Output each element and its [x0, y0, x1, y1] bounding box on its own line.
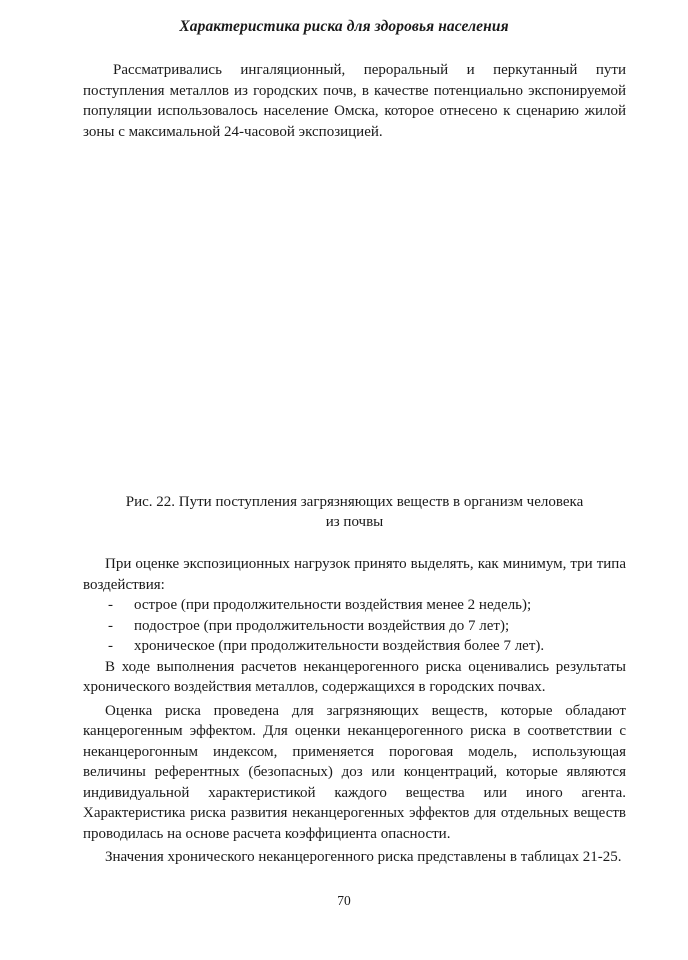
- list-marker: -: [108, 638, 113, 654]
- list-marker: -: [108, 617, 113, 634]
- figure-caption-line-1: Рис. 22. Пути поступления загрязняющих веществ в организм человека: [125, 494, 584, 510]
- paragraph-risk-assessment: Оценка риска проведена для загрязняющих веществ, которые обладают канцерогенным эффектом. Для оценки неканцерогенного риска в соответствии с неканцерогонным индексом, применяется пороговая модель, использующая величины референтных (безопасных) доз или концентраций, которые являются индивидуальной характеристикой каждого вещества или иного агента. Характеристика риска развития неканцерогенных эффектов для отдельных веществ проводилась на основе расчета коэффициента опасности.: [83, 702, 626, 842]
- list-item: [83, 595, 626, 616]
- paragraph-exposure-types: При оценке экспозиционных нагрузок принято выделять, как минимум, три типа воздействия:: [83, 556, 626, 593]
- figure-caption-line-2: из почвы: [325, 514, 384, 530]
- list-item-text: подострое (при продолжительности воздействия до 7 лет);: [134, 617, 510, 634]
- body-text: [83, 554, 626, 868]
- exposure-type-list: [83, 595, 626, 657]
- list-item: [83, 616, 626, 637]
- paragraph-tables-reference: Значения хронического неканцерогенного риска представлены в таблицах 21-25.: [105, 849, 622, 865]
- list-marker: -: [108, 597, 113, 613]
- list-item: [83, 636, 626, 657]
- figure-blank-area: [83, 160, 626, 480]
- list-item-text: острое (при продолжительности воздействия менее 2 недель);: [134, 597, 532, 613]
- figure-caption: [83, 492, 626, 532]
- list-item-text: хроническое (при продолжительности воздействия более 7 лет).: [134, 638, 545, 654]
- intro-paragraph: Рассматривались ингаляционный, пероральный и перкутанный пути поступления металлов из городских почв, в качестве потенциально экспонируемой популяции использовалось население Омска, которое отнесено к сценарию жилой зоны с максимальной 24-часовой экспозицией.: [83, 62, 626, 140]
- running-header: Характеристика риска для здоровья населения: [179, 18, 509, 35]
- paragraph-chronic-results: В ходе выполнения расчетов неканцерогенного риска оценивались результаты хронического воздействия металлов, содержащихся в городских почвах.: [83, 658, 626, 695]
- page-number: 70: [337, 893, 351, 908]
